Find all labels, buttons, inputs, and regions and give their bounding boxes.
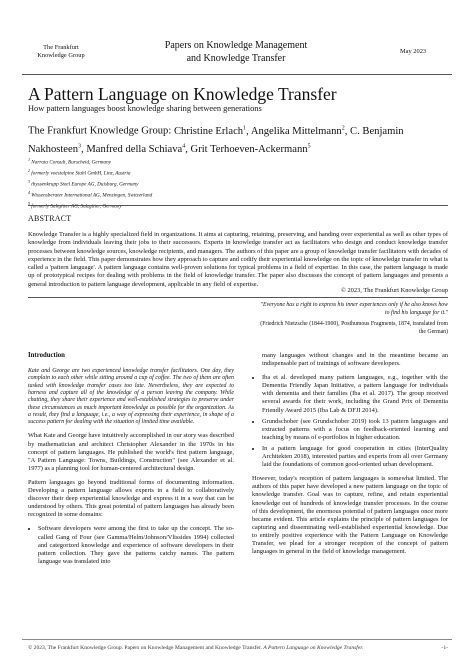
author-list bbox=[28, 121, 448, 157]
header-journal bbox=[148, 40, 324, 65]
page-number: -1- bbox=[441, 645, 448, 651]
paper-title: A Pattern Language on Knowledge Transfer bbox=[28, 84, 337, 104]
header-date: May 2023 bbox=[400, 48, 427, 55]
epigraph-attribution: (Friedrich Nietzsche (1844-1900), Posthumous Fragments, 1874, translated from the German) bbox=[260, 321, 448, 335]
paragraph: What Kate and George have intuitively accomplished in our story was described by mathematician and architect Christopher Alexander in the 1970s in his concept of pattern languages. He published the world's first pattern language, "A Pattern Language: Towns, Buildings, Construction" (see Alexander et al. 1977) as a planning tool for human-centered architectural design. bbox=[28, 432, 234, 472]
author: Christine Erlach$^1$, bbox=[173, 125, 249, 137]
list-item: • In a pattern language for good cooperation in cities (InterQuality Architekten 2018), interested parties and experts from all over Germany laid the foundations of common good-oriented urban development. bbox=[262, 445, 448, 469]
list-item: • Grundschober (see Grundschober 2019) took 13 pattern languages and extracted patterns with a focus on feedback-oriented learning and teaching by means of e-portfolios in higher education. bbox=[262, 418, 448, 442]
affiliation: $^1$ Narrata Consult, Burscheid, Germany bbox=[28, 157, 111, 166]
domain-list bbox=[252, 374, 448, 469]
header-org-line2: Knowledge Group bbox=[37, 52, 85, 59]
paper-subtitle: How pattern languages boost knowledge sharing between generations bbox=[28, 104, 262, 113]
epigraph-quote: "Everyone has a right to express his inner experiences only if he also knows how to find his language for it." bbox=[260, 302, 448, 316]
body-column-right bbox=[252, 352, 448, 562]
abstract-bottom-divider bbox=[28, 297, 448, 298]
affiliations bbox=[28, 156, 328, 211]
affiliation: $^5$ formerly Saltgitter AG, Salzgitter, Germany bbox=[28, 200, 122, 210]
abstract-top-divider bbox=[28, 205, 448, 206]
footer-divider bbox=[22, 639, 452, 640]
header-journal-line2: and Knowledge Transfer bbox=[186, 52, 286, 64]
header-journal-line1: Papers on Knowledge Management bbox=[164, 40, 308, 51]
body-column-left bbox=[28, 352, 234, 572]
author-group: The Frankfurt Knowledge Group: bbox=[28, 125, 172, 137]
author: Manfred della Schiava$^4$, bbox=[86, 143, 188, 155]
domain-list bbox=[28, 525, 234, 565]
list-item-continuation: many languages without changes and in the meantime became an indispensable part of trainings of software developers. bbox=[262, 352, 448, 368]
abstract-copyright: © 2023, The Frankfurt Knowledge Group bbox=[341, 287, 448, 294]
affiliation: $^2$ formerly voestalpine Stahl GmbH, Linz, Austria bbox=[28, 167, 131, 177]
header-divider bbox=[22, 74, 452, 75]
author: Grit Terhoeven-Ackermann$^5$ bbox=[190, 143, 311, 155]
author: Angelika Mittelmann$^2$, bbox=[250, 125, 348, 137]
footer-citation: © 2023, The Frankfurt Knowledge Group. Papers on Knowledge Management and Knowledge Transfer. A Pattern Language on Knowledge Transfer. bbox=[28, 645, 364, 651]
author: C. Benjamin Nakhosteen$^3$, bbox=[28, 125, 404, 155]
list-item: • Iba et al. developed many pattern languages, e.g., together with the Dementia Friendly Japan Initiative, a pattern language for individuals with dementia and their families (Iba et al. 2017). The group received several awards for their work, including the Grand Prix of Dementia Friendly Award 2015 (Iba Lab & DFJI 2014). bbox=[262, 374, 448, 414]
section-heading-introduction: Introduction bbox=[28, 352, 65, 359]
abstract-heading: ABSTRACT bbox=[28, 214, 72, 223]
paragraph: Pattern languages go beyond traditional forms of documenting information. Developing a pattern language allows experts in a field to collaboratively discover their deep experiential knowledge and express it in a way that can be understood by others. This great potential of pattern languages has already been recognized in some domains: bbox=[28, 478, 234, 519]
header-org bbox=[22, 44, 100, 60]
intro-story: Kate and George are two experienced knowledge transfer facilitators. One day, they complain to each other while sitting around a cup of coffee. The two of them are often tasked with knowledge transfer cases too late. Nevertheless, they are expected to harness and capture all of the knowledge of a person leaving the company. While chatting, they share their experience and well-established strategies to preserve under these circumstances as much important knowledge as possible for the organization. As a result, they find a language, i.e., a way of expressing their experience, in shape of a success pattern for dealing with the situation of limited time available. bbox=[28, 368, 234, 426]
header-org-line1: The Frankfurt bbox=[43, 44, 79, 51]
list-item: • Software developers were among the first to take up the concept. The so-called Gang of Four (see Gamma/Helm/Johnson/Vlissides 1994) collected and categorized knowledge and experience of software developers in their pattern collection. They gave the patterns catchy names. The pattern language was translated into bbox=[38, 525, 234, 565]
paragraph: However, today's reception of pattern languages is somewhat limited. The authors of this paper have developed a new pattern language on the topic of knowledge transfer. Goal was to capture, refine, and retain experiential knowledge out of hundreds of knowledge transfer processes. In the course of this development, the enormous potential of pattern languages once more became evident. This article explains the principle of pattern languages for capturing and disseminating well-established experiential knowledge. Due to entirely positive experience with the Pattern Language on Knowledge Transfer, we plead for a stronger reception of the concept of pattern languages in general in the field of knowledge management. bbox=[252, 475, 448, 556]
abstract-text: Knowledge Transfer is a highly specialized field in organizations. It aims at capturing, retaining, preserving, and handing over experiential as well as other types of knowledge from individuals leaving their jobs to their successors. Experts in knowledge transfer act as facilitators who design and conduct knowledge transfer processes between knowledge sources, knowledge recipients, and managers. The authors of this paper are a group of knowledge transfer facilitators with decades of experience in the field. This paper demonstrates how they approach to capture and codify their experiential knowledge on the topic of knowledge transfer in what is called a 'pattern language'. A pattern language contains well-proven solutions for typical problems in a field of expertise. In this case, the pattern language is made up of prototypical recipes for dealing with problems in the field of knowledge transfer. The paper also discusses the concept of pattern languages and presents a general introduction to pattern language development, applicable in any field of expertise. bbox=[28, 231, 448, 288]
affiliation: $^3$ thyssenkrupp Steel Europe AG, Duisburg, Germany bbox=[28, 178, 139, 188]
affiliation: $^4$ Wissensberater International AG, Menzingen, Switzerland bbox=[28, 189, 153, 199]
